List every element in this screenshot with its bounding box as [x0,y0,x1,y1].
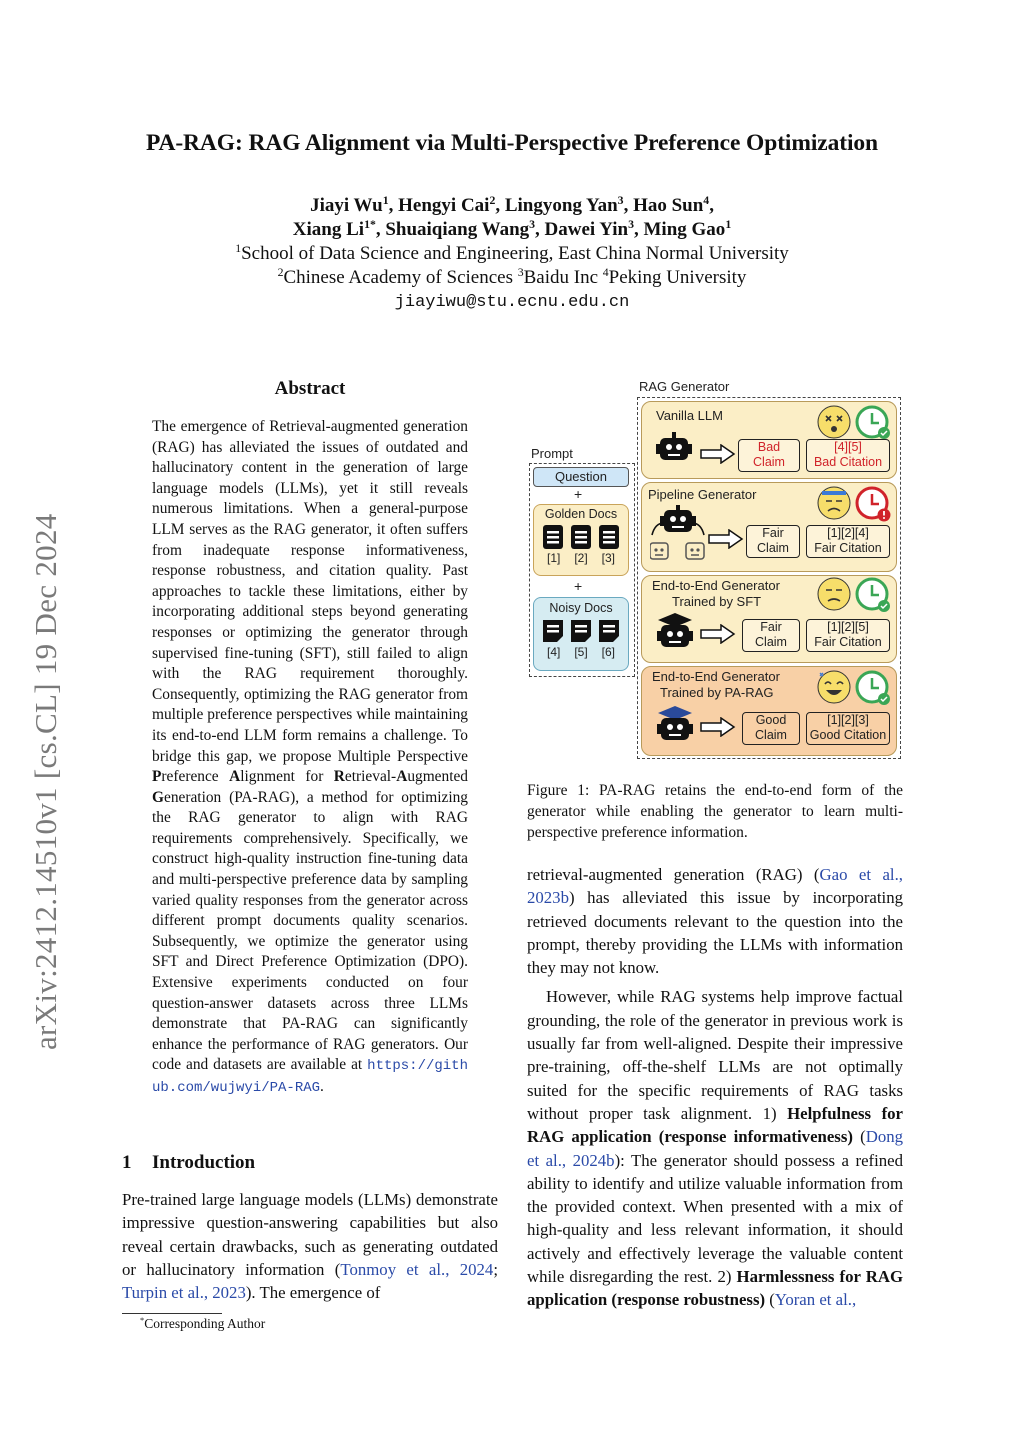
introduction-body: Pre-trained large language models (LLMs) demonstrate impressive question-answering capabilities but also reveal certain drawbacks, such as generating outdated or hallucinatory information (Tonmoy et al., 2024; Turpin et al., 2023). The emergence of [122,1190,498,1303]
noisy-doc-refs: [4] [5] [6] [546,645,615,659]
author: Lingyong Yan$^3$, [504,193,634,216]
abstract-body: The emergence of Retrieval-augmented generation (RAG) has alleviated the issues of outdated and hallucinatory content in the generation of large language models (LLMs), yet it still reveals numerous limitations. When a general-purpose LLM serves as the RAG generator, it often suffers from inadequate response informativeness, response robustness, and citation quality. Past approaches to tackle these limitations, either by incorporating additional steps beyond generating responses or optimizing the generator through supervised fine-tuning (SFT), still failed to align with the RAG requirement thoroughly. Consequently, optimizing the RAG generator from multiple preference perspectives while maintaining its end-to-end LLM form remains a challenge. To bridge this gap, we propose Multiple Perspective Preference Alignment for Retrieval-Augmented Generation (PA-RAG), a method for optimizing the RAG generator to align with RAG requirements comprehensively. Specifically, we construct high-quality instruction fine-tuning data and multi-perspective preference data by sampling varied quality responses from the generator across different prompt documents quality scenarios. Subsequently, we optimize the generator using SFT and Direct Preference Optimization (DPO). Extensive experiments conducted on four question-answer datasets across three LLMs demonstrate that PA-RAG can significantly enhance the performance of RAG generators. Our code and datasets are available at https://github.com/wujwyi/PA-RAG. [152,418,469,1096]
claim-tag: Fair Claim [742,619,800,652]
abstract-heading: Abstract [274,378,346,399]
graduate-robot-icon [656,612,694,652]
noisy-docs-label: Noisy Docs [549,601,613,615]
figure-1 [527,377,907,769]
citation-link[interactable]: Dong et al., 2024b [527,1127,903,1170]
affiliation-2: $^2$Chinese Academy of Sciences $^3$Baidu Inc $^4$Peking University [277,265,747,288]
golden-docs-box [533,504,629,576]
claim-tag: Good Claim [742,712,800,745]
neutral-face-icon [818,578,850,610]
golden-docs-label: Golden Docs [544,507,618,521]
document-icon [571,525,591,549]
paper-title: PA-RAG: RAG Alignment via Multi-Perspective Preference Optimization [145,130,879,156]
robot-icon [660,505,696,532]
status-icons [816,404,892,440]
author: Xiang $Li^{1*}$, [292,217,386,240]
author: Ming Gao$^1$ [643,217,732,240]
citation-link[interactable]: Gao et al., 2023b [527,865,903,908]
panel-subtitle: Trained by PA-RAG [660,685,774,700]
affiliation-1: $^1$School of Data Science and Engineering, East China Normal University [235,241,789,264]
panel-title: End-to-End Generator [652,578,780,593]
tired-face-icon [818,487,850,519]
small-robot-icon [686,543,704,559]
noisy-document-icon [599,620,619,642]
footnote-rule [122,1313,222,1314]
arrow-right-icon [700,444,736,464]
plus-sign: + [574,578,583,594]
robot-icon [656,432,692,466]
author: Dawei Yin$^3$, [544,217,644,240]
code-link[interactable]: https://github.com/wujwyi/PA-RAG [152,1058,468,1096]
clock-alert-icon [857,488,891,522]
graduate-robot-icon [656,705,694,747]
claim-tag: Bad Claim [738,439,800,472]
dizzy-face-icon [818,406,850,438]
author: Jiayi Wu$^1$, [310,193,399,216]
paragraph: retrieval-augmented generation (RAG) (Gao et al., 2023b) has alleviated this issue by incorporating retrieved documents relevant to the question into the prompt, thereby providing the LLMs with information they may not know. [527,865,903,978]
status-icons [816,669,892,707]
panel-title: End-to-End Generator [652,669,780,684]
claim-tag: Fair Claim [746,525,800,558]
noisy-doc-icons [534,617,628,645]
footnote: *Corresponding Author [140,1315,266,1331]
noisy-docs-box [533,597,629,671]
small-robot-icon [650,543,668,559]
citation-tag: [1][2][4] Fair Citation [806,525,890,558]
panel-end-to-end-pa-rag [641,666,897,756]
arrow-right-icon [700,624,736,644]
status-icons [816,485,892,523]
author-line-2 [0,219,1024,241]
citation-tag: [4][5] Bad Citation [806,439,890,472]
document-icon [599,525,619,549]
citation-link[interactable]: Yoran et al., [774,1290,857,1310]
paragraph: However, while RAG systems help improve factual grounding, the role of the generator in previous work is usually far from well-aligned. Despite their impressive pre-training, off-the-shelf LLMs are not optimally suited for the specific requirements of RAG tasks without proper task alignment. 1) Helpfulness for RAG application (response informativeness) (Dong et al., 2024b): The generator should possess a refined ability to identify and utilize valuable information from the provided context. When presented with a mix of high-quality and less relevant information, it should actively and effectively leverage the valuable content while disregarding the rest. 2) Harmlessness for RAG application (response robustness) (Yoran et al., [527,987,904,1310]
noisy-document-icon [543,620,563,642]
citation-link[interactable]: Turpin et al., 2023 [122,1283,246,1303]
author-line-1 [0,195,1024,217]
golden-doc-icons [534,523,628,551]
figure-caption: Figure 1: PA-RAG retains the end-to-end form of the generator while enabling the generator to learn multi-perspective preference information. [527,782,903,841]
panel-end-to-end-sft [641,575,897,663]
arxiv-identifier: arXiv:2412.14510v1 [cs.CL] 19 Dec 2024 [28,513,63,1050]
clock-check-icon [857,672,890,705]
status-icons [816,576,892,614]
noisy-document-icon [571,620,591,642]
arrow-right-icon [700,717,736,737]
pipeline-robots-icon [650,505,706,567]
golden-doc-refs: [1] [2] [3] [546,551,615,565]
document-icon [543,525,563,549]
clock-check-icon [857,407,890,439]
clock-check-icon [857,579,890,612]
arrow-right-icon [708,529,744,549]
question-box: Question [533,467,629,487]
author: Hao Sun$^4$, [633,193,714,216]
right-column-body [527,863,903,1312]
citation-link[interactable]: Tonmoy et al., 2024 [340,1259,494,1279]
rag-generator-label: RAG Generator [639,379,730,394]
prompt-label: Prompt [531,446,573,461]
author: Shuaiqiang Wang$^3$, [385,217,545,240]
citation-tag: [1][2][5] Fair Citation [806,619,890,652]
citation-tag: [1][2][3] Good Citation [806,712,890,745]
panel-pipeline-generator [641,482,897,572]
happy-face-icon [818,671,850,703]
panel-title: Pipeline Generator [648,487,757,502]
panel-subtitle: Trained by SFT [672,594,762,609]
author-email[interactable]: jiayiwu@stu.ecnu.edu.cn [394,293,630,312]
author: Hengyi Cai$^2$, [398,193,505,216]
panel-vanilla-llm [641,401,897,479]
section-heading-introduction: 1 Introduction [122,1152,256,1173]
panel-title: Vanilla LLM [656,408,723,423]
plus-sign: + [574,486,583,502]
